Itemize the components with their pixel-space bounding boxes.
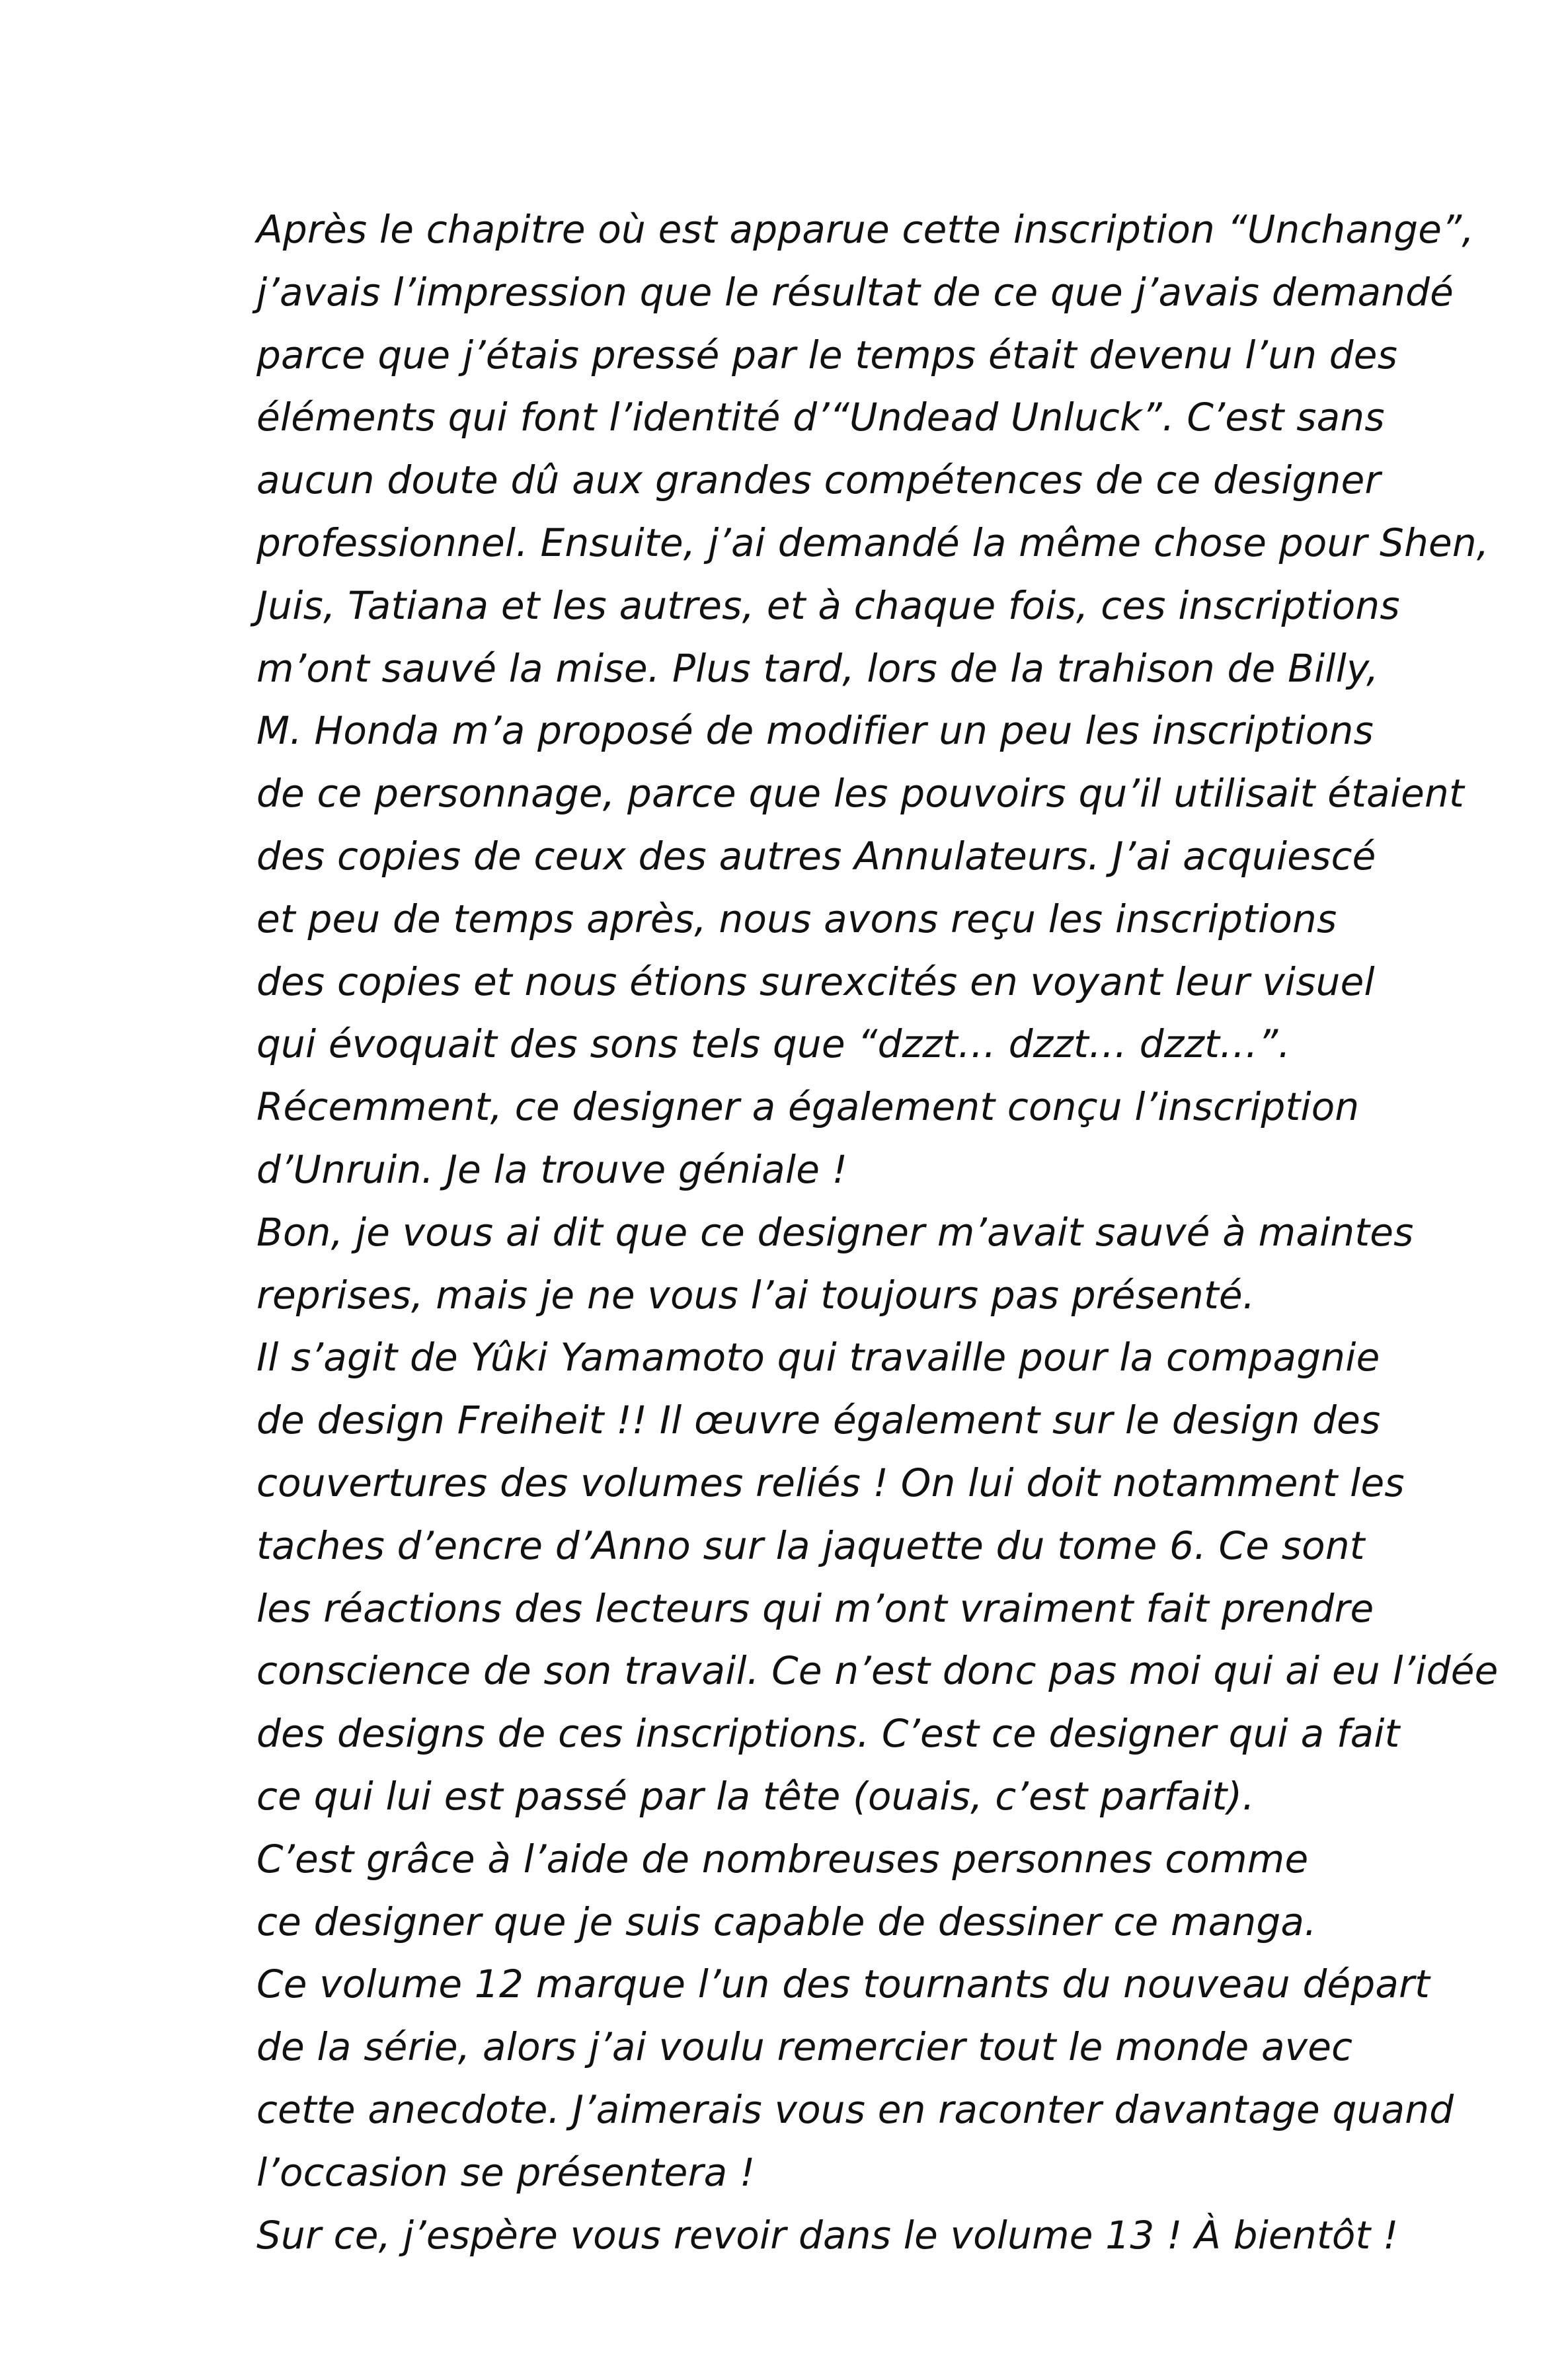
text-line: des copies et nous étions surexcités en voyant leur visuel: [256, 959, 1375, 1004]
text-line: couvertures des volumes reliés ! On lui doit notamment les: [256, 1460, 1405, 1505]
text-line: Bon, je vous ai dit que ce designer m’avait sauvé à maintes: [256, 1209, 1414, 1255]
text-line: ce designer que je suis capable de dessiner ce manga.: [256, 1899, 1317, 1944]
text-line: d’Unruin. Je la trouve géniale !: [256, 1146, 848, 1192]
text-line: de la série, alors j’ai voulu remercier tout le monde avec: [256, 2024, 1353, 2070]
text-line: de design Freiheit !! Il œuvre également sur le design des: [256, 1398, 1381, 1443]
text-line: éléments qui font l’identité d’“Undead Unluck”. C’est sans: [256, 395, 1385, 440]
text-line: l’occasion se présentera !: [256, 2149, 756, 2195]
text-line: M. Honda m’a proposé de modifier un peu les inscriptions: [256, 708, 1374, 754]
text-line: taches d’encre d’Anno sur la jaquette du tome 6. Ce sont: [256, 1523, 1365, 1568]
text-line: des copies de ceux des autres Annulateurs. J’ai acquiescé: [256, 833, 1376, 879]
text-line: aucun doute dû aux grandes compétences de ce designer: [256, 457, 1381, 503]
text-line: de ce personnage, parce que les pouvoirs qu’il utilisait étaient: [256, 771, 1464, 816]
text-line: j’avais l’impression que le résultat de ce que j’avais demandé: [256, 269, 1454, 315]
text-line: Ce volume 12 marque l’un des tournants du nouveau départ: [256, 1962, 1430, 2007]
text-line: reprises, mais je ne vous l’ai toujours pas présenté.: [256, 1272, 1255, 1318]
text-line: et peu de temps après, nous avons reçu les inscriptions: [256, 896, 1337, 941]
text-line: Après le chapitre où est apparue cette inscription “Unchange”,: [256, 207, 1475, 252]
text-line: Juis, Tatiana et les autres, et à chaque fois, ces inscriptions: [256, 582, 1400, 628]
text-line: m’ont sauvé la mise. Plus tard, lors de la trahison de Billy,: [256, 645, 1379, 691]
text-line: Sur ce, j’espère vous revoir dans le volume 13 ! À bientôt !: [256, 2212, 1399, 2258]
text-line: cette anecdote. J’aimerais vous en raconter davantage quand: [256, 2086, 1454, 2132]
text-line: professionnel. Ensuite, j’ai demandé la même chose pour Shen,: [256, 520, 1489, 565]
text-line: Récemment, ce designer a également conçu l’inscription: [256, 1084, 1360, 1130]
text-line: les réactions des lecteurs qui m’ont vraiment fait prendre: [256, 1585, 1374, 1631]
afterword-text: [256, 198, 1499, 2266]
text-line: ce qui lui est passé par la tête (ouais, c’est parfait).: [256, 1773, 1255, 1819]
text-line: des designs de ces inscriptions. C’est ce designer qui a fait: [256, 1711, 1400, 1757]
text-line: Il s’agit de Yûki Yamamoto qui travaille pour la compagnie: [256, 1335, 1380, 1380]
text-line: C’est grâce à l’aide de nombreuses personnes comme: [256, 1836, 1309, 1882]
text-line: parce que j’étais pressé par le temps était devenu l’un des: [256, 332, 1398, 377]
text-line: qui évoquait des sons tels que “dzzt… dzzt… dzzt…”.: [256, 1021, 1291, 1067]
text-line: conscience de son travail. Ce n’est donc pas moi qui ai eu l’idée: [256, 1648, 1499, 1694]
